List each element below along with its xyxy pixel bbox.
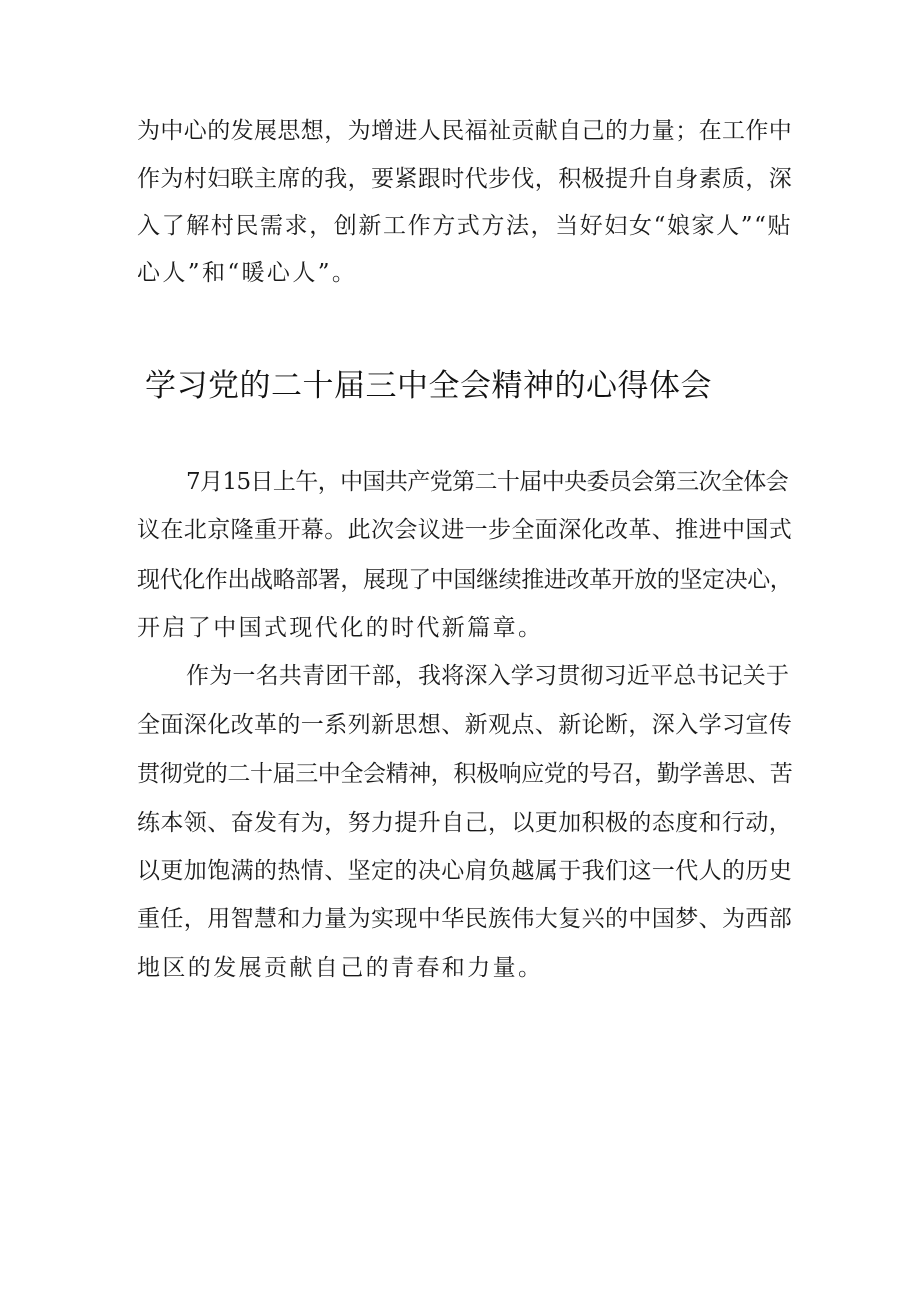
paragraph-line: 开启了中国式现代化的时代新篇章。 (137, 615, 544, 641)
paragraph-line: 作为村妇联主席的我，要紧跟时代步伐，积极提升自身素质，深 (137, 166, 793, 192)
paragraph-line: 以更加饱满的热情、坚定的决心肩负越属于我们这一代人的历史 (137, 858, 793, 884)
paragraph-line: 7月15日上午，中国共产党第二十届中央委员会第三次全体会 (186, 469, 789, 495)
paragraph-line: 议在北京隆重开幕。此次会议进一步全面深化改革、推进中国式 (137, 517, 793, 543)
paragraph-line: 练本领、奋发有为，努力提升自己，以更加积极的态度和行动， (137, 810, 793, 836)
paragraph-line: 作为一名共青团干部，我将深入学习贯彻习近平总书记关于 (186, 663, 790, 689)
paragraph-line: 入了解村民需求，创新工作方式方法，当好妇女“娘家人”“贴 (137, 213, 793, 239)
paragraph-line: 心人”和“暖心人”。 (137, 260, 358, 286)
article-title: 学习党的二十届三中全会精神的心得体会 (145, 368, 712, 404)
paragraph-line: 地区的发展贡献自己的青春和力量。 (137, 955, 544, 981)
paragraph-line: 现代化作出战略部署，展现了中国继续推进改革开放的坚定决心， (137, 567, 793, 593)
paragraph-line: 为中心的发展思想，为增进人民福祉贡献自己的力量；在工作中 (137, 118, 793, 144)
paragraph-line: 贯彻党的二十届三中全会精神，积极响应党的号召，勤学善思、苦 (137, 761, 793, 787)
paragraph-line: 重任，用智慧和力量为实现中华民族伟大复兴的中国梦、为西部 (137, 906, 793, 932)
paragraph-line: 全面深化改革的一系列新思想、新观点、新论断，深入学习宣传 (137, 712, 793, 738)
